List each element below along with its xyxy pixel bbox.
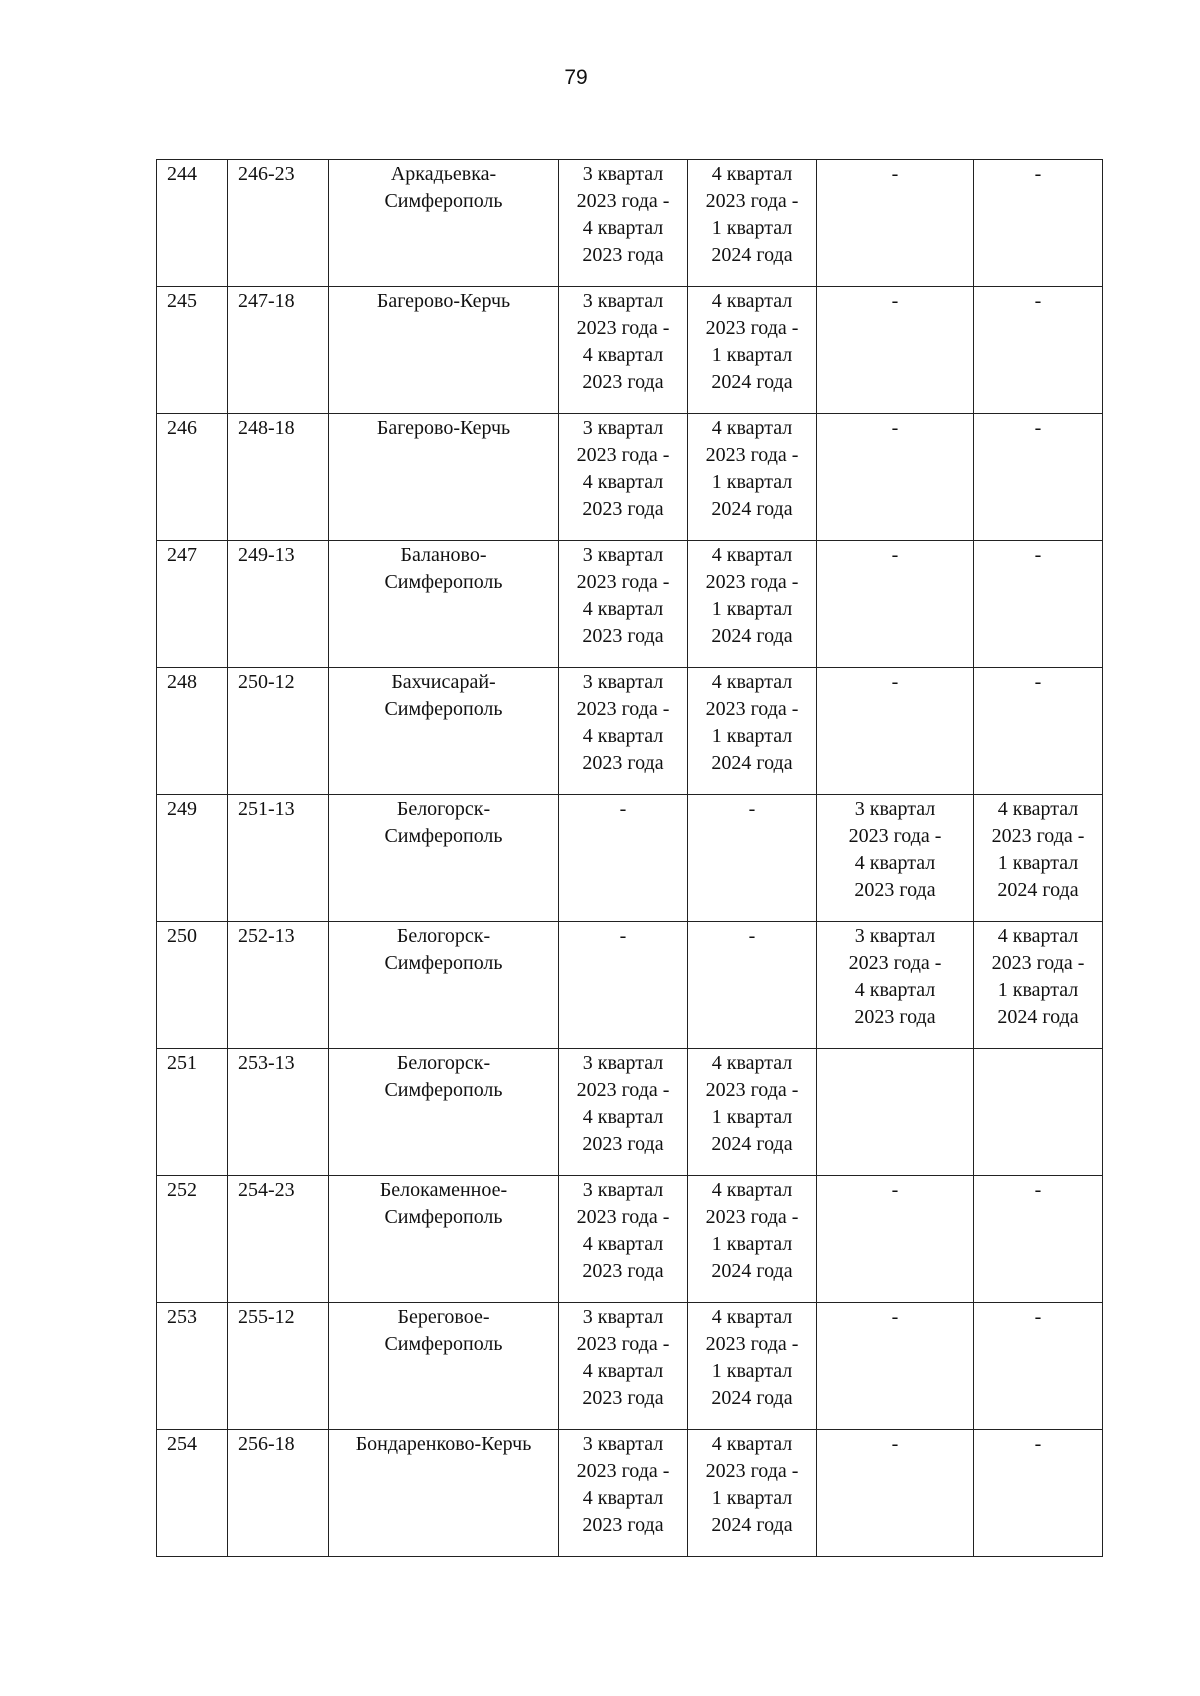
table-row (157, 1176, 1103, 1303)
period-2-line: 4 квартал (711, 671, 793, 693)
route-name-line: Бахчисарай- (391, 671, 496, 693)
period-2-line: 2024 года (711, 752, 793, 774)
period-1-cell (559, 795, 688, 922)
period-3-line: - (891, 671, 899, 693)
period-4-cell (974, 541, 1103, 668)
table-row (157, 1430, 1103, 1557)
route-name-cell (329, 795, 559, 922)
route-name-line: Симферополь (384, 1333, 503, 1355)
period-4-cell (974, 287, 1103, 414)
period-2-line: 4 квартал (711, 1306, 793, 1328)
route-code: 250-12 (238, 671, 295, 693)
period-2-line: 4 квартал (711, 1052, 793, 1074)
route-name-cell (329, 1430, 559, 1557)
route-name-line: Симферополь (384, 1079, 503, 1101)
route-code-cell (228, 1430, 329, 1557)
period-2-line: 1 квартал (711, 1106, 793, 1128)
period-4-line: 2023 года - (991, 825, 1085, 847)
period-1-line: 2023 года (582, 1260, 664, 1282)
period-1-cell (559, 1430, 688, 1557)
period-3-cell (817, 795, 974, 922)
period-1-line: 3 квартал (582, 1179, 664, 1201)
period-2-line: 2024 года (711, 1133, 793, 1155)
route-code-cell (228, 922, 329, 1049)
route-name-line: Береговое- (397, 1306, 490, 1328)
period-2-cell (688, 1176, 817, 1303)
route-code: 252-13 (238, 925, 295, 947)
period-1-line: 4 квартал (582, 1487, 664, 1509)
period-3-line: 4 квартал (854, 852, 936, 874)
period-3-cell (817, 287, 974, 414)
period-2-line: 4 квартал (711, 163, 793, 185)
table-row (157, 287, 1103, 414)
period-2-line: 1 квартал (711, 598, 793, 620)
row-number-cell (157, 668, 228, 795)
period-4-cell (974, 414, 1103, 541)
period-4-line: - (1034, 1433, 1042, 1455)
row-number: 251 (167, 1052, 197, 1074)
period-4-cell (974, 1049, 1103, 1176)
period-1-line: 2023 года - (576, 698, 670, 720)
period-1-line: 2023 года (582, 1133, 664, 1155)
schedule-table (156, 159, 1103, 1557)
row-number-cell (157, 541, 228, 668)
table-row (157, 541, 1103, 668)
route-name-line: Белогорск- (396, 798, 491, 820)
route-code: 255-12 (238, 1306, 295, 1328)
period-3-line: 3 квартал (854, 925, 936, 947)
period-1-line: - (619, 925, 627, 947)
period-3-line: - (891, 544, 899, 566)
period-2-line: 2024 года (711, 1514, 793, 1536)
period-2-line: 1 квартал (711, 344, 793, 366)
period-1-cell (559, 541, 688, 668)
period-4-line: - (1034, 163, 1042, 185)
period-4-line: 2023 года - (991, 952, 1085, 974)
period-3-cell (817, 160, 974, 287)
route-code-cell (228, 160, 329, 287)
period-4-cell (974, 795, 1103, 922)
period-1-line: 2023 года - (576, 1460, 670, 1482)
period-2-line: 1 квартал (711, 1360, 793, 1382)
period-2-line: 2024 года (711, 498, 793, 520)
period-2-cell (688, 541, 817, 668)
route-name-line: Белогорск- (396, 925, 491, 947)
period-1-line: 2023 года (582, 1387, 664, 1409)
period-1-line: - (619, 798, 627, 820)
table-body (157, 160, 1103, 1557)
period-2-cell (688, 287, 817, 414)
period-4-line: 1 квартал (997, 979, 1079, 1001)
period-1-line: 2023 года (582, 1514, 664, 1536)
period-1-line: 3 квартал (582, 1306, 664, 1328)
period-3-line: 2023 года (854, 1006, 936, 1028)
period-1-line: 4 квартал (582, 344, 664, 366)
period-1-cell (559, 1303, 688, 1430)
period-2-line: 4 квартал (711, 417, 793, 439)
route-name-cell (329, 541, 559, 668)
table-row (157, 1049, 1103, 1176)
row-number-cell (157, 1303, 228, 1430)
period-2-line: 2023 года - (705, 317, 799, 339)
period-2-line: 2023 года - (705, 1460, 799, 1482)
period-3-cell (817, 1049, 974, 1176)
period-1-line: 3 квартал (582, 671, 664, 693)
route-code-cell (228, 1176, 329, 1303)
route-code-cell (228, 541, 329, 668)
route-name-cell (329, 668, 559, 795)
page-number: 79 (564, 66, 588, 89)
route-name-line: Баланово- (400, 544, 487, 566)
route-name-line: Симферополь (384, 698, 503, 720)
period-3-cell (817, 1430, 974, 1557)
period-3-line: - (891, 1179, 899, 1201)
period-2-line: 2023 года - (705, 190, 799, 212)
route-name-cell (329, 1176, 559, 1303)
route-code: 251-13 (238, 798, 295, 820)
route-code: 256-18 (238, 1433, 295, 1455)
route-name-cell (329, 1049, 559, 1176)
row-number: 246 (167, 417, 197, 439)
period-4-cell (974, 922, 1103, 1049)
period-2-line: 4 квартал (711, 1433, 793, 1455)
period-3-cell (817, 668, 974, 795)
period-2-line: 1 квартал (711, 1233, 793, 1255)
period-2-line: 1 квартал (711, 725, 793, 747)
row-number: 247 (167, 544, 197, 566)
route-name-cell (329, 414, 559, 541)
route-name-line: Бондаренково-Керчь (355, 1433, 532, 1455)
route-code-cell (228, 795, 329, 922)
period-2-line: 2024 года (711, 1387, 793, 1409)
period-2-cell (688, 414, 817, 541)
period-1-cell (559, 1049, 688, 1176)
period-1-line: 3 квартал (582, 1052, 664, 1074)
period-1-line: 2023 года - (576, 1206, 670, 1228)
period-3-line: - (891, 417, 899, 439)
period-4-line: 4 квартал (997, 798, 1079, 820)
period-2-line: 2024 года (711, 244, 793, 266)
route-name-cell (329, 287, 559, 414)
period-4-cell (974, 668, 1103, 795)
period-4-line: - (1034, 417, 1042, 439)
route-name-cell (329, 922, 559, 1049)
period-1-cell (559, 668, 688, 795)
period-3-line: 2023 года - (848, 952, 942, 974)
period-4-line: - (1034, 1179, 1042, 1201)
row-number: 244 (167, 163, 197, 185)
period-1-line: 4 квартал (582, 217, 664, 239)
row-number-cell (157, 922, 228, 1049)
period-3-cell (817, 1303, 974, 1430)
route-name-line: Аркадьевка- (390, 163, 497, 185)
row-number: 249 (167, 798, 197, 820)
period-1-line: 2023 года - (576, 571, 670, 593)
period-2-line: 2023 года - (705, 1079, 799, 1101)
row-number: 245 (167, 290, 197, 312)
period-1-cell (559, 287, 688, 414)
route-code: 246-23 (238, 163, 295, 185)
route-code: 249-13 (238, 544, 295, 566)
period-2-line: 4 квартал (711, 544, 793, 566)
table-row (157, 414, 1103, 541)
route-name-cell (329, 160, 559, 287)
route-code-cell (228, 1303, 329, 1430)
table-row (157, 160, 1103, 287)
period-2-line: 2023 года - (705, 571, 799, 593)
period-1-cell (559, 922, 688, 1049)
period-2-line: 2023 года - (705, 444, 799, 466)
period-3-cell (817, 541, 974, 668)
period-1-line: 2023 года - (576, 1333, 670, 1355)
route-code-cell (228, 1049, 329, 1176)
period-1-line: 2023 года (582, 625, 664, 647)
period-2-cell (688, 1303, 817, 1430)
route-name-line: Багерово-Керчь (376, 290, 511, 312)
route-name-line: Симферополь (384, 825, 503, 847)
period-4-line: - (1034, 544, 1042, 566)
period-1-cell (559, 414, 688, 541)
route-name-line: Белогорск- (396, 1052, 491, 1074)
period-2-cell (688, 1049, 817, 1176)
period-1-line: 4 квартал (582, 1233, 664, 1255)
period-1-line: 3 квартал (582, 290, 664, 312)
period-3-line: - (891, 163, 899, 185)
period-1-line: 2023 года - (576, 190, 670, 212)
row-number: 254 (167, 1433, 197, 1455)
route-code-cell (228, 414, 329, 541)
route-name-line: Симферополь (384, 952, 503, 974)
period-4-line: 4 квартал (997, 925, 1079, 947)
period-4-cell (974, 1176, 1103, 1303)
period-2-cell (688, 795, 817, 922)
period-1-line: 2023 года (582, 371, 664, 393)
period-1-line: 2023 года (582, 244, 664, 266)
period-1-line: 4 квартал (582, 471, 664, 493)
route-code-cell (228, 668, 329, 795)
period-3-line: - (891, 1433, 899, 1455)
period-2-line: 2023 года - (705, 1206, 799, 1228)
period-4-line: - (1034, 1306, 1042, 1328)
period-3-line: 3 квартал (854, 798, 936, 820)
period-1-line: 3 квартал (582, 544, 664, 566)
row-number-cell (157, 1049, 228, 1176)
row-number-cell (157, 414, 228, 541)
period-1-line: 4 квартал (582, 1106, 664, 1128)
period-2-line: 4 квартал (711, 1179, 793, 1201)
period-1-cell (559, 160, 688, 287)
route-name-line: Багерово-Керчь (376, 417, 511, 439)
route-code-cell (228, 287, 329, 414)
table-row (157, 795, 1103, 922)
period-2-line: - (748, 798, 756, 820)
period-2-line: 2024 года (711, 625, 793, 647)
period-4-line: - (1034, 671, 1042, 693)
table-row (157, 1303, 1103, 1430)
period-3-cell (817, 1176, 974, 1303)
table-row (157, 668, 1103, 795)
route-code: 254-23 (238, 1179, 295, 1201)
row-number-cell (157, 1430, 228, 1557)
period-2-cell (688, 668, 817, 795)
period-1-line: 2023 года (582, 752, 664, 774)
period-4-line: 1 квартал (997, 852, 1079, 874)
period-3-cell (817, 922, 974, 1049)
row-number: 250 (167, 925, 197, 947)
period-2-line: 1 квартал (711, 217, 793, 239)
period-2-cell (688, 160, 817, 287)
period-1-cell (559, 1176, 688, 1303)
period-2-line: 2024 года (711, 1260, 793, 1282)
route-name-line: Белокаменное- (379, 1179, 508, 1201)
row-number: 248 (167, 671, 197, 693)
period-3-cell (817, 414, 974, 541)
row-number-cell (157, 795, 228, 922)
period-1-line: 2023 года - (576, 317, 670, 339)
period-1-line: 3 квартал (582, 163, 664, 185)
route-code: 247-18 (238, 290, 295, 312)
period-2-line: 1 квартал (711, 1487, 793, 1509)
period-4-line: - (1034, 290, 1042, 312)
period-2-cell (688, 922, 817, 1049)
period-1-line: 4 квартал (582, 1360, 664, 1382)
row-number: 252 (167, 1179, 197, 1201)
period-2-line: - (748, 925, 756, 947)
row-number: 253 (167, 1306, 197, 1328)
row-number-cell (157, 160, 228, 287)
period-1-line: 4 квартал (582, 725, 664, 747)
period-1-line: 3 квартал (582, 1433, 664, 1455)
period-2-line: 2023 года - (705, 1333, 799, 1355)
route-name-line: Симферополь (384, 1206, 503, 1228)
row-number-cell (157, 1176, 228, 1303)
period-1-line: 2023 года (582, 498, 664, 520)
period-3-line: 2023 года - (848, 825, 942, 847)
period-2-line: 2023 года - (705, 698, 799, 720)
route-code: 248-18 (238, 417, 295, 439)
period-4-line: 2024 года (997, 879, 1079, 901)
row-number-cell (157, 287, 228, 414)
route-name-cell (329, 1303, 559, 1430)
route-name-line: Симферополь (384, 571, 503, 593)
period-1-line: 2023 года - (576, 444, 670, 466)
period-4-cell (974, 160, 1103, 287)
period-1-line: 4 квартал (582, 598, 664, 620)
period-2-line: 2024 года (711, 371, 793, 393)
period-3-line: 2023 года (854, 879, 936, 901)
route-name-line: Симферополь (384, 190, 503, 212)
period-3-line: 4 квартал (854, 979, 936, 1001)
route-code: 253-13 (238, 1052, 295, 1074)
period-2-line: 1 квартал (711, 471, 793, 493)
period-1-line: 2023 года - (576, 1079, 670, 1101)
period-4-cell (974, 1303, 1103, 1430)
period-2-line: 4 квартал (711, 290, 793, 312)
period-4-line: 2024 года (997, 1006, 1079, 1028)
period-1-line: 3 квартал (582, 417, 664, 439)
period-3-line: - (891, 1306, 899, 1328)
period-2-cell (688, 1430, 817, 1557)
period-4-cell (974, 1430, 1103, 1557)
period-3-line: - (891, 290, 899, 312)
table-row (157, 922, 1103, 1049)
